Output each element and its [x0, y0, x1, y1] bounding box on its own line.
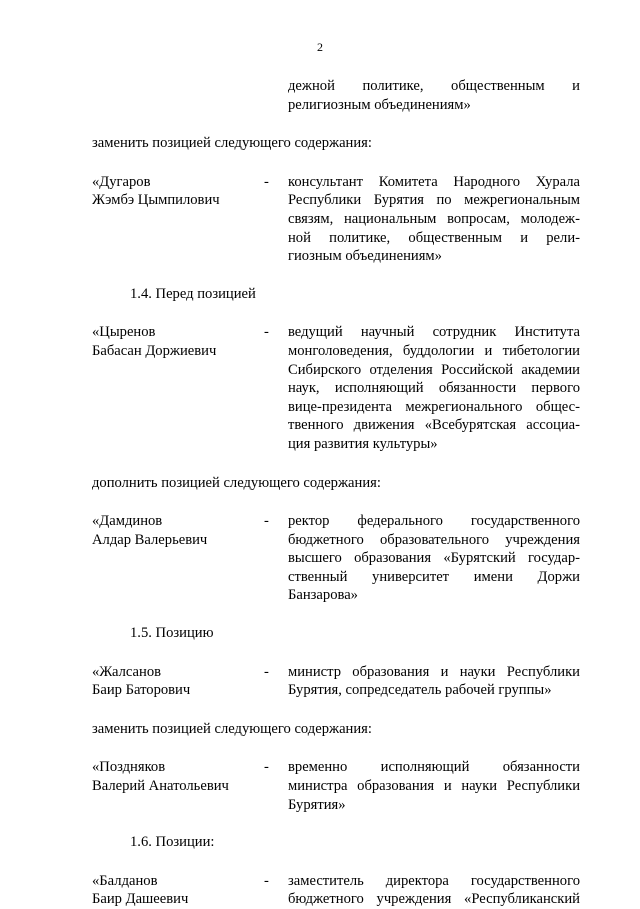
person-entry: [92, 323, 580, 453]
dash-separator: -: [264, 513, 269, 530]
name-line: «Жалсанов: [92, 663, 162, 680]
page-number: 2: [317, 40, 323, 54]
position-line: Бурятия»: [288, 796, 346, 813]
person-entry: [92, 512, 580, 605]
name-line: «Поздняков: [92, 759, 166, 776]
person-position: [288, 663, 580, 700]
position-line: ведущий научный сотрудник Института: [288, 324, 580, 341]
person-entry: [92, 758, 580, 814]
person-entry: [92, 663, 580, 700]
position-line: вице-президента межрегионального общес-: [288, 398, 580, 415]
person-entry: [92, 872, 580, 909]
person-entry: [92, 173, 580, 266]
dash-separator: -: [264, 759, 269, 776]
position-line: Бурятия, сопредседатель рабочей группы»: [288, 682, 552, 699]
position-line: Республики Бурятия по межрегиональным: [288, 192, 580, 209]
name-line: Валерий Анатольевич: [92, 778, 229, 795]
name-line: «Дамдинов: [92, 513, 163, 530]
position-line: бюджетного учреждения «Республиканский: [288, 891, 580, 908]
position-line: наук, исполняющий обязанности первого: [288, 380, 580, 397]
dash-separator: -: [264, 173, 269, 190]
dash-separator: -: [264, 663, 269, 680]
name-line: «Дугаров: [92, 173, 151, 190]
position-line: бюджетного образовательного учреждения: [288, 531, 580, 548]
name-line: Баир Баторович: [92, 682, 191, 699]
position-line: высшего образования «Бурятский государ-: [288, 550, 580, 567]
position-line: консультант Комитета Народного Хурала: [288, 173, 580, 190]
person-name: [92, 758, 264, 795]
text-line: религиозным объединениям»: [288, 96, 471, 113]
continuation-text: [288, 77, 580, 114]
name-line: Бабасан Доржиевич: [92, 342, 217, 359]
name-line: Баир Дашеевич: [92, 891, 189, 908]
position-line: временно исполняющий обязанности: [288, 759, 580, 776]
item-heading: 1.6. Позиции:: [130, 834, 215, 851]
person-position: [288, 758, 580, 814]
position-line: ция развития культуры»: [288, 435, 438, 452]
text-line: дежной политике, общественным и: [288, 78, 580, 94]
position-line: ректор федерального государственного: [288, 513, 580, 530]
person-name: [92, 173, 264, 210]
position-line: министр образования и науки Республики: [288, 663, 580, 680]
person-position: [288, 872, 580, 909]
person-name: [92, 512, 264, 549]
position-line: связям, национальным вопросам, молодеж-: [288, 210, 580, 227]
person-position: [288, 512, 580, 605]
item-heading: 1.4. Перед позицией: [130, 285, 256, 302]
instruction-replace: заменить позицией следующего содержания:: [92, 135, 372, 152]
position-line: ной политике, общественным и рели-: [288, 229, 580, 246]
person-name: [92, 663, 264, 700]
position-line: заместитель директора государственного: [288, 872, 580, 889]
name-line: Жэмбэ Цымпилович: [92, 192, 220, 209]
position-line: гиозным объединениям»: [288, 248, 442, 265]
instruction-replace: заменить позицией следующего содержания:: [92, 720, 372, 737]
instruction-add: дополнить позицией следующего содержания:: [92, 474, 381, 491]
name-line: «Цыренов: [92, 324, 156, 341]
document-body: [92, 77, 580, 909]
position-line: Сибирского отделения Российской академии: [288, 361, 580, 378]
person-position: [288, 323, 580, 453]
position-line: Банзарова»: [288, 587, 358, 604]
person-position: [288, 173, 580, 266]
person-name: [92, 872, 264, 909]
name-line: «Балданов: [92, 872, 158, 889]
position-line: монголоведения, буддологии и тибетологии: [288, 342, 580, 359]
name-line: Алдар Валерьевич: [92, 531, 208, 548]
position-line: министра образования и науки Республики: [288, 778, 580, 795]
position-line: ственный университет имени Доржи: [288, 568, 580, 585]
dash-separator: -: [264, 324, 269, 341]
person-name: [92, 323, 264, 360]
dash-separator: -: [264, 872, 269, 889]
position-line: твенного движения «Всебурятская ассоциа-: [288, 417, 580, 434]
item-heading: 1.5. Позицию: [130, 625, 214, 642]
